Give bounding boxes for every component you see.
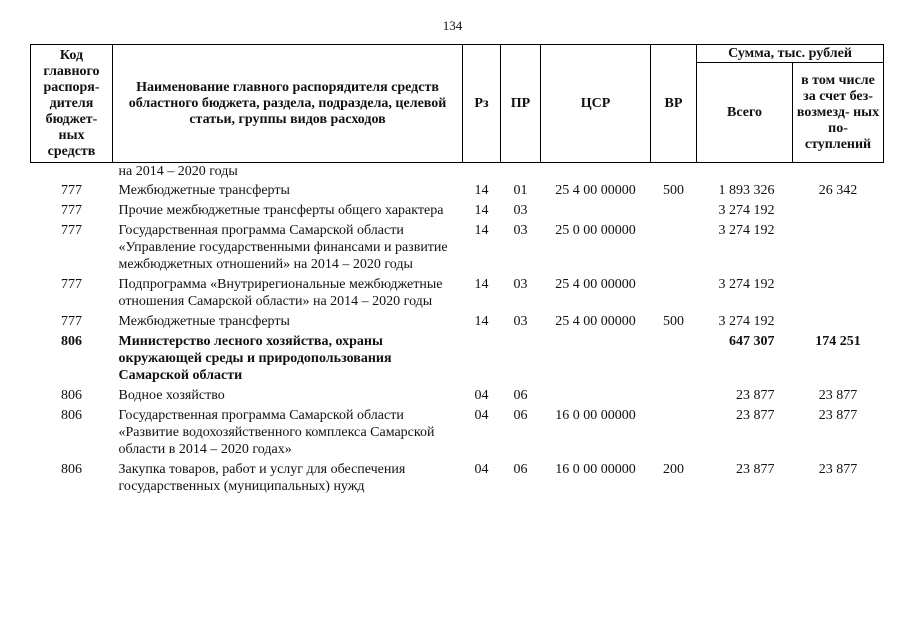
header-vr: ВР bbox=[651, 45, 697, 163]
cell-code: 806 bbox=[61, 408, 82, 423]
cell-name: Межбюджетные трансферты bbox=[118, 183, 290, 198]
cell-csr: 16 0 00 00000 bbox=[555, 462, 636, 477]
table-row bbox=[31, 459, 884, 496]
cell-incl bbox=[793, 200, 884, 220]
header-code: Код главного распоря- дителя бюджет- ных средств bbox=[31, 45, 113, 163]
cell-rz: 14 bbox=[474, 203, 489, 218]
cell-code: 777 bbox=[61, 277, 82, 292]
cell-incl: 23 877 bbox=[818, 408, 858, 423]
cell-pr: 03 bbox=[513, 203, 528, 218]
cell-incl bbox=[793, 274, 884, 311]
cell-total: 647 307 bbox=[729, 334, 775, 349]
cell-code: 777 bbox=[61, 223, 82, 238]
cell-rz bbox=[463, 331, 501, 385]
cell-rz: 04 bbox=[474, 408, 489, 423]
header-csr: ЦСР bbox=[541, 45, 651, 163]
continuation-text: на 2014 – 2020 годы bbox=[118, 164, 238, 179]
cell-csr bbox=[541, 331, 651, 385]
cell-rz: 14 bbox=[474, 183, 489, 198]
header-rz: Рз bbox=[463, 45, 501, 163]
cell-pr bbox=[501, 331, 541, 385]
cell-incl: 23 877 bbox=[818, 388, 858, 403]
cell-code: 806 bbox=[61, 334, 82, 349]
cell-rz: 14 bbox=[474, 314, 489, 329]
budget-table bbox=[30, 44, 884, 496]
cell-incl: 26 342 bbox=[818, 183, 858, 198]
cell-csr: 25 4 00 00000 bbox=[555, 277, 636, 292]
cell-csr: 25 4 00 00000 bbox=[555, 183, 636, 198]
cell-incl bbox=[793, 311, 884, 331]
header-sum: Сумма, тыс. рублей bbox=[697, 45, 884, 63]
cell-code: 777 bbox=[61, 203, 82, 218]
cell-code: 806 bbox=[61, 388, 82, 403]
cell-vr bbox=[651, 405, 697, 459]
table-row bbox=[31, 220, 884, 274]
table-row bbox=[31, 385, 884, 405]
cell-pr: 03 bbox=[513, 277, 528, 292]
cell-rz: 04 bbox=[474, 388, 489, 403]
table-row bbox=[31, 274, 884, 311]
cell-pr: 06 bbox=[513, 462, 528, 477]
cell-total: 23 877 bbox=[736, 388, 775, 403]
cell-pr: 03 bbox=[513, 223, 528, 238]
cell-name: Закупка товаров, работ и услуг для обеспечения государственных (муниципальных) нужд bbox=[118, 462, 406, 494]
cell-pr: 01 bbox=[513, 183, 528, 198]
cell-vr bbox=[651, 331, 697, 385]
cell-vr: 500 bbox=[663, 314, 684, 329]
cell-name: Подпрограмма «Внутрирегиональные межбюджетные отношения Самарской области» на 2014 – 2020 годы bbox=[118, 277, 443, 309]
table-row bbox=[31, 180, 884, 200]
table-row bbox=[31, 331, 884, 385]
cell-pr: 06 bbox=[513, 388, 528, 403]
cell-csr bbox=[541, 385, 651, 405]
header-pr: ПР bbox=[501, 45, 541, 163]
cell-vr bbox=[651, 385, 697, 405]
cell-total: 23 877 bbox=[736, 408, 775, 423]
cell-name: Государственная программа Самарской области «Управление государственными финансами и развитие межбюджетных отношений» на 2014 – 2020 годы bbox=[118, 223, 448, 272]
table-header bbox=[31, 45, 884, 163]
cell-total: 3 274 192 bbox=[718, 223, 775, 238]
cell-vr: 500 bbox=[663, 183, 684, 198]
cell-total: 23 877 bbox=[736, 462, 775, 477]
cell-csr: 16 0 00 00000 bbox=[555, 408, 636, 423]
cell-csr: 25 4 00 00000 bbox=[555, 314, 636, 329]
cell-csr: 25 0 00 00000 bbox=[555, 223, 636, 238]
cell-incl: 174 251 bbox=[815, 334, 861, 349]
cell-total: 3 274 192 bbox=[718, 203, 775, 218]
cell-incl bbox=[793, 220, 884, 274]
cell-total: 3 274 192 bbox=[718, 277, 775, 292]
cell-vr bbox=[651, 220, 697, 274]
cell-code: 777 bbox=[61, 314, 82, 329]
table-row bbox=[31, 405, 884, 459]
cell-rz: 14 bbox=[474, 223, 489, 238]
cell-name: Межбюджетные трансферты bbox=[118, 314, 290, 329]
cell-total: 1 893 326 bbox=[718, 183, 775, 198]
cell-vr bbox=[651, 200, 697, 220]
continuation-row bbox=[31, 163, 884, 181]
cell-vr bbox=[651, 274, 697, 311]
cell-rz: 04 bbox=[474, 462, 489, 477]
table-body bbox=[31, 163, 884, 497]
header-name: Наименование главного распорядителя средств областного бюджета, раздела, подраздела, целевой статьи, группы видов расходов bbox=[113, 45, 463, 163]
table-row bbox=[31, 200, 884, 220]
page-number: 134 bbox=[442, 18, 463, 33]
cell-vr: 200 bbox=[663, 462, 684, 477]
cell-name: Государственная программа Самарской области «Развитие водохозяйственного комплекса Самарской области в 2014 – 2020 годах» bbox=[118, 408, 435, 457]
cell-name: Водное хозяйство bbox=[118, 388, 225, 403]
cell-name: Прочие межбюджетные трансферты общего характера bbox=[118, 203, 444, 218]
cell-csr bbox=[541, 200, 651, 220]
cell-rz: 14 bbox=[474, 277, 489, 292]
cell-pr: 06 bbox=[513, 408, 528, 423]
cell-pr: 03 bbox=[513, 314, 528, 329]
header-incl: в том числе за счет без- возмезд- ных по- ступлений bbox=[793, 63, 884, 163]
header-total: Всего bbox=[697, 63, 793, 163]
cell-total: 3 274 192 bbox=[718, 314, 775, 329]
cell-incl: 23 877 bbox=[818, 462, 858, 477]
cell-name: Министерство лесного хозяйства, охраны окружающей среды и природопользования Самарской области bbox=[118, 334, 392, 383]
cell-code: 806 bbox=[61, 462, 82, 477]
cell-code: 777 bbox=[61, 183, 82, 198]
table-row bbox=[31, 311, 884, 331]
